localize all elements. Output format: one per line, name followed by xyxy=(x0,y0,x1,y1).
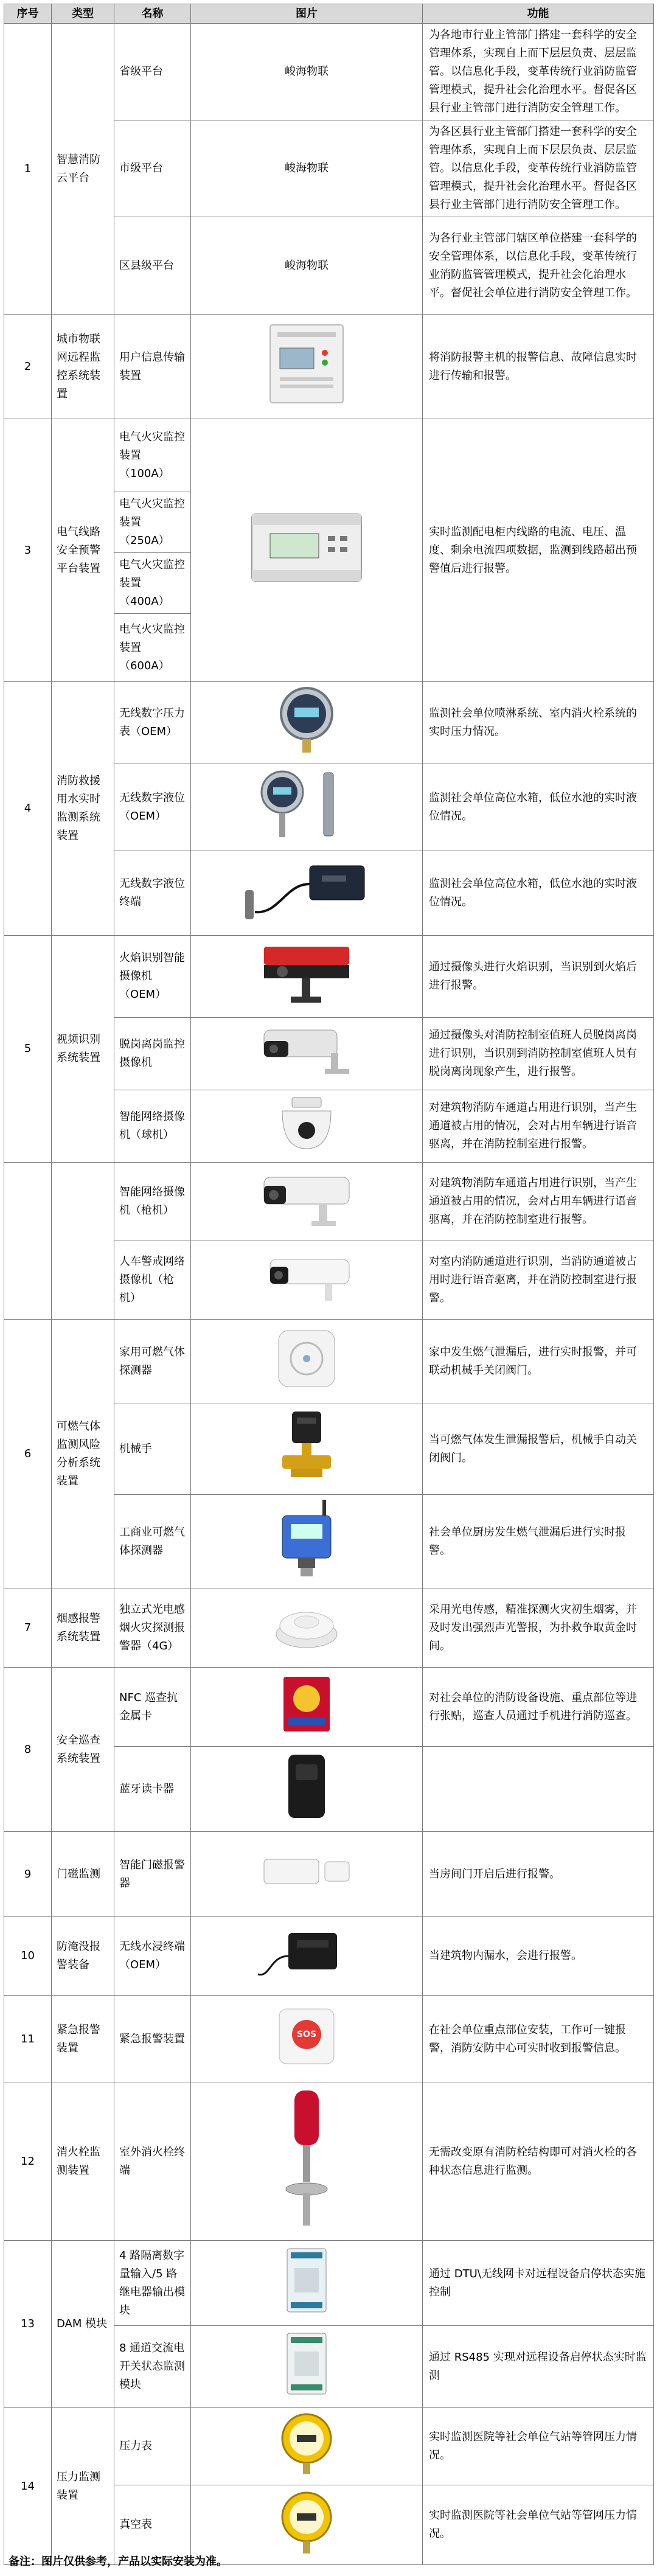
item-name: 独立式光电感烟火灾探测报警器（4G） xyxy=(114,1589,191,1668)
table-row xyxy=(4,2241,654,2326)
item-name: 区县级平台 xyxy=(114,217,191,315)
item-function: 对建筑物消防车通道占用进行识别，当产生通道被占用的情况，会对占用车辆进行语音驱离，并在消防控制室进行报警。 xyxy=(423,1090,654,1163)
row-no: 10 xyxy=(4,1917,52,1996)
item-image xyxy=(191,1018,423,1090)
hydrant-terminal-icon xyxy=(276,2086,337,2232)
door-sensor-icon xyxy=(252,1841,361,1902)
item-function: 通过摄像头进行火焰识别，当识别到火焰后进行报警。 xyxy=(423,936,654,1018)
row-type: 智慧消防云平台 xyxy=(52,24,114,315)
item-image xyxy=(191,1832,423,1917)
item-name: 用户信息传输装置 xyxy=(114,315,191,419)
sos-button-icon xyxy=(273,2003,340,2070)
item-function: 实时监测医院等社会单位气站等管网压力情况。 xyxy=(423,2485,654,2565)
item-image xyxy=(191,851,423,936)
item-name: 人车警戒网络摄像机（枪机） xyxy=(114,1241,191,1320)
industrial-gas-detector-icon xyxy=(270,1497,343,1580)
flame-camera-icon xyxy=(246,938,367,1009)
item-function: 监测社会单位高位水箱，低位水池的实时液位情况。 xyxy=(423,851,654,936)
item-name: 紧急报警装置 xyxy=(114,1996,191,2083)
item-image xyxy=(191,1996,423,2083)
row-type: 可燃气体监测风险分析系统装置 xyxy=(52,1320,114,1589)
row-type: 视频识别系统装置 xyxy=(52,936,114,1163)
item-image xyxy=(191,120,423,217)
item-image xyxy=(191,1495,423,1589)
item-name: 室外消火栓终端 xyxy=(114,2083,191,2241)
product-table-wrapper xyxy=(4,4,653,2565)
row-no: 1 xyxy=(4,24,52,315)
item-name: 工商业可燃气体探测器 xyxy=(114,1495,191,1589)
table-row xyxy=(4,936,654,1018)
item-name: 智能网络摄像机（枪机） xyxy=(114,1163,191,1241)
bullet-camera-icon xyxy=(246,1020,367,1081)
item-function: 当可燃气体发生泄漏报警后，机械手自动关闭阀门。 xyxy=(423,1404,654,1495)
header-no: 序号 xyxy=(4,4,52,24)
row-type: 烟感报警系统装置 xyxy=(52,1589,114,1668)
table-row xyxy=(4,1917,654,1996)
item-name: 智能门磁报警器 xyxy=(114,1832,191,1917)
item-name: 脱岗离岗监控摄像机 xyxy=(114,1018,191,1090)
item-name: 真空表 xyxy=(114,2485,191,2565)
item-name: 电气火灾监控装置（100A） xyxy=(114,419,191,492)
item-name: 家用可燃气体探测器 xyxy=(114,1320,191,1404)
item-image xyxy=(191,1320,423,1404)
header-function: 功能 xyxy=(423,4,654,24)
item-function: 监测社会单位喷淋系统、室内消火栓系统的实时压力情况。 xyxy=(423,682,654,764)
item-name: 无线数字液位终端 xyxy=(114,851,191,936)
item-image xyxy=(191,1163,423,1241)
item-image xyxy=(191,2083,423,2241)
table-row xyxy=(4,1668,654,1747)
row-no: 11 xyxy=(4,1996,52,2083)
table-row xyxy=(4,1163,654,1241)
yellow-gauge-icon xyxy=(276,2488,337,2556)
table-row xyxy=(4,1996,654,2083)
item-name: 无线数字压力表（OEM） xyxy=(114,682,191,764)
header-row xyxy=(4,4,654,24)
item-name: 电气火灾监控装置（600A） xyxy=(114,614,191,682)
row-no: 6 xyxy=(4,1320,52,1589)
row-no xyxy=(4,1163,52,1320)
row-no: 3 xyxy=(4,419,52,682)
row-type: 城市物联网远程监控系统装置 xyxy=(52,315,114,419)
item-image xyxy=(191,764,423,851)
item-function: 社会单位厨房发生燃气泄漏后进行实时报警。 xyxy=(423,1495,654,1589)
item-name: 智能网络摄像机（球机） xyxy=(114,1090,191,1163)
item-image xyxy=(191,2241,423,2326)
table-row xyxy=(4,315,654,419)
pressure-gauge-icon xyxy=(273,684,340,755)
item-name: 8 通道交流电开关状态监测模块 xyxy=(114,2326,191,2408)
row-no: 7 xyxy=(4,1589,52,1668)
row-type: 消火栓监测装置 xyxy=(52,2083,114,2241)
item-function: 通过 RS485 实现对远程设备启停状态实时监测 xyxy=(423,2326,654,2408)
item-image xyxy=(191,1747,423,1832)
row-no: 13 xyxy=(4,2241,52,2408)
item-image xyxy=(191,2326,423,2408)
row-type: 消防救援用水实时监测系统装置 xyxy=(52,682,114,936)
brand-text: 峻海物联 xyxy=(285,65,328,78)
yellow-gauge-icon xyxy=(276,2411,337,2476)
row-no: 2 xyxy=(4,315,52,419)
item-function: 采用光电传感，精准探测火灾初生烟雾，并及时发出强烈声光警报，为扑救争取黄金时间。 xyxy=(423,1589,654,1668)
sos-label: SOS xyxy=(296,2029,317,2039)
item-function: 通过摄像头对消防控制室值班人员脱岗离岗进行识别，当识别到消防控制室值班人员有脱岗离岗现象产生，进行报警。 xyxy=(423,1018,654,1090)
item-image xyxy=(191,1241,423,1320)
header-image: 图片 xyxy=(191,4,423,24)
item-name: 火焰识别智能摄像机（OEM） xyxy=(114,936,191,1018)
din-meter-icon xyxy=(246,502,367,593)
table-row xyxy=(4,2083,654,2241)
row-type: 门磁监测 xyxy=(52,1832,114,1917)
item-image xyxy=(191,217,423,315)
row-type: 防淹没报警装备 xyxy=(52,1917,114,1996)
dome-camera-icon xyxy=(270,1093,343,1154)
item-image xyxy=(191,419,423,682)
table-row xyxy=(4,682,654,764)
item-function: 实时监测医院等社会单位气站等管网压力情况。 xyxy=(423,2408,654,2485)
item-function: 无需改变原有消防栓结构即可对消火栓的各种状态信息进行监测。 xyxy=(423,2083,654,2241)
item-name: 电气火灾监控装置（400A） xyxy=(114,553,191,614)
gun-camera-white-icon xyxy=(246,1244,367,1311)
item-image xyxy=(191,1404,423,1495)
panel-icon xyxy=(264,321,349,406)
table-row xyxy=(4,1320,654,1404)
item-function: 对社会单位的消防设备设施、重点部位等进行张贴，巡查人员通过手机进行消防巡查。 xyxy=(423,1668,654,1747)
item-function xyxy=(423,1747,654,1832)
item-function: 当建筑物内漏水，会进行报警。 xyxy=(423,1917,654,1996)
level-terminal-icon xyxy=(231,854,383,927)
item-image xyxy=(191,24,423,120)
item-name: 压力表 xyxy=(114,2408,191,2485)
row-no: 14 xyxy=(4,2408,52,2565)
item-name: 机械手 xyxy=(114,1404,191,1495)
item-image xyxy=(191,2408,423,2485)
item-name: 省级平台 xyxy=(114,24,191,120)
item-name: 电气火灾监控装置（250A） xyxy=(114,492,191,553)
row-type: DAM 模块 xyxy=(52,2241,114,2408)
row-no: 9 xyxy=(4,1832,52,1917)
item-image xyxy=(191,682,423,764)
item-function: 监测社会单位高位水箱，低位水池的实时液位情况。 xyxy=(423,764,654,851)
item-function: 对室内消防通道进行识别，当消防通道被占用时进行语音驱离，并在消防控制室进行报警。 xyxy=(423,1241,654,1320)
table-row xyxy=(4,1832,654,1917)
item-function: 通过 DTU\无线网卡对远程设备启停状态实施控制 xyxy=(423,2241,654,2326)
table-row xyxy=(4,419,654,492)
item-name: 市级平台 xyxy=(114,120,191,217)
item-name: NFC 巡查抗金属卡 xyxy=(114,1668,191,1747)
item-function: 为各区县行业主管部门搭建一套科学的安全管理体系，实现自上而下层层负责、层层监管。以信息化手段，变革传统行业消防监管管理模式，提升社会化治理水平。督促各区县行业主管部门进行消防安全管理工作。 xyxy=(423,120,654,217)
row-type xyxy=(52,1163,114,1320)
brand-text: 峻海物联 xyxy=(285,259,328,272)
footnote: 备注：图片仅供参考，产品以实际安装为准。 xyxy=(9,2555,228,2568)
header-type: 类型 xyxy=(52,4,114,24)
item-image xyxy=(191,936,423,1018)
row-type: 压力监测装置 xyxy=(52,2408,114,2565)
item-name: 无线水浸终端（OEM） xyxy=(114,1917,191,1996)
item-name: 蓝牙读卡器 xyxy=(114,1747,191,1832)
item-name: 无线数字液位（OEM） xyxy=(114,764,191,851)
nfc-card-icon xyxy=(276,1671,337,1738)
gun-camera-icon xyxy=(246,1165,367,1232)
item-name: 4 路隔离数字量输入/5 路继电器输出模块 xyxy=(114,2241,191,2326)
item-image xyxy=(191,1090,423,1163)
header-name: 名称 xyxy=(114,4,191,24)
table-row xyxy=(4,1589,654,1668)
product-table xyxy=(4,4,654,2565)
row-type: 紧急报警装置 xyxy=(52,1996,114,2083)
gas-detector-icon xyxy=(270,1322,343,1395)
item-function: 将消防报警主机的报警信息、故障信息实时进行传输和报警。 xyxy=(423,315,654,419)
item-function: 在社会单位重点部位安装，工作可一键报警，消防安防中心可实时收到报警信息。 xyxy=(423,1996,654,2083)
smoke-detector-icon xyxy=(270,1592,343,1659)
item-function: 家中发生燃气泄漏后，进行实时报警，并可联动机械手关闭阀门。 xyxy=(423,1320,654,1404)
table-row xyxy=(4,2408,654,2485)
ac-module-icon xyxy=(276,2328,337,2399)
table-row xyxy=(4,24,654,120)
item-image xyxy=(191,315,423,419)
row-no: 8 xyxy=(4,1668,52,1832)
item-image xyxy=(191,1917,423,1996)
bluetooth-reader-icon xyxy=(276,1750,337,1823)
item-function: 对建筑物消防车通道占用进行识别，当产生通道被占用的情况，会对占用车辆进行语音驱离，并在消防控制室进行报警。 xyxy=(423,1163,654,1241)
item-function: 为各地市行业主管部门搭建一套科学的安全管理体系，实现自上而下层层负责、层层监管。以信息化手段，变革传统行业消防监管管理模式，提升社会化治理水平。督促各区县行业主管部门进行消防安全管理工作。 xyxy=(423,24,654,120)
level-gauge-icon xyxy=(246,767,367,842)
item-image xyxy=(191,1589,423,1668)
row-no: 5 xyxy=(4,936,52,1163)
row-no: 12 xyxy=(4,2083,52,2241)
row-type: 安全巡查系统装置 xyxy=(52,1668,114,1832)
item-image xyxy=(191,1668,423,1747)
brand-text: 峻海物联 xyxy=(285,162,328,175)
item-function: 当房间门开启后进行报警。 xyxy=(423,1832,654,1917)
item-function: 实时监测配电柜内线路的电流、电压、温度、剩余电流四项数据，监测到线路超出预警值后进行报警。 xyxy=(423,419,654,682)
row-no: 4 xyxy=(4,682,52,936)
row-type: 电气线路安全预警平台装置 xyxy=(52,419,114,682)
dam-module-icon xyxy=(276,2244,337,2317)
item-function: 为各行业主管部门辖区单位搭建一套科学的安全管理体系，以信息化手段，变革传统行业消防监管管理模式，提升社会化治理水平。督促社会单位进行消防安全管理工作。 xyxy=(423,217,654,315)
valve-manipulator-icon xyxy=(270,1407,343,1486)
water-sensor-icon xyxy=(246,1920,367,1986)
